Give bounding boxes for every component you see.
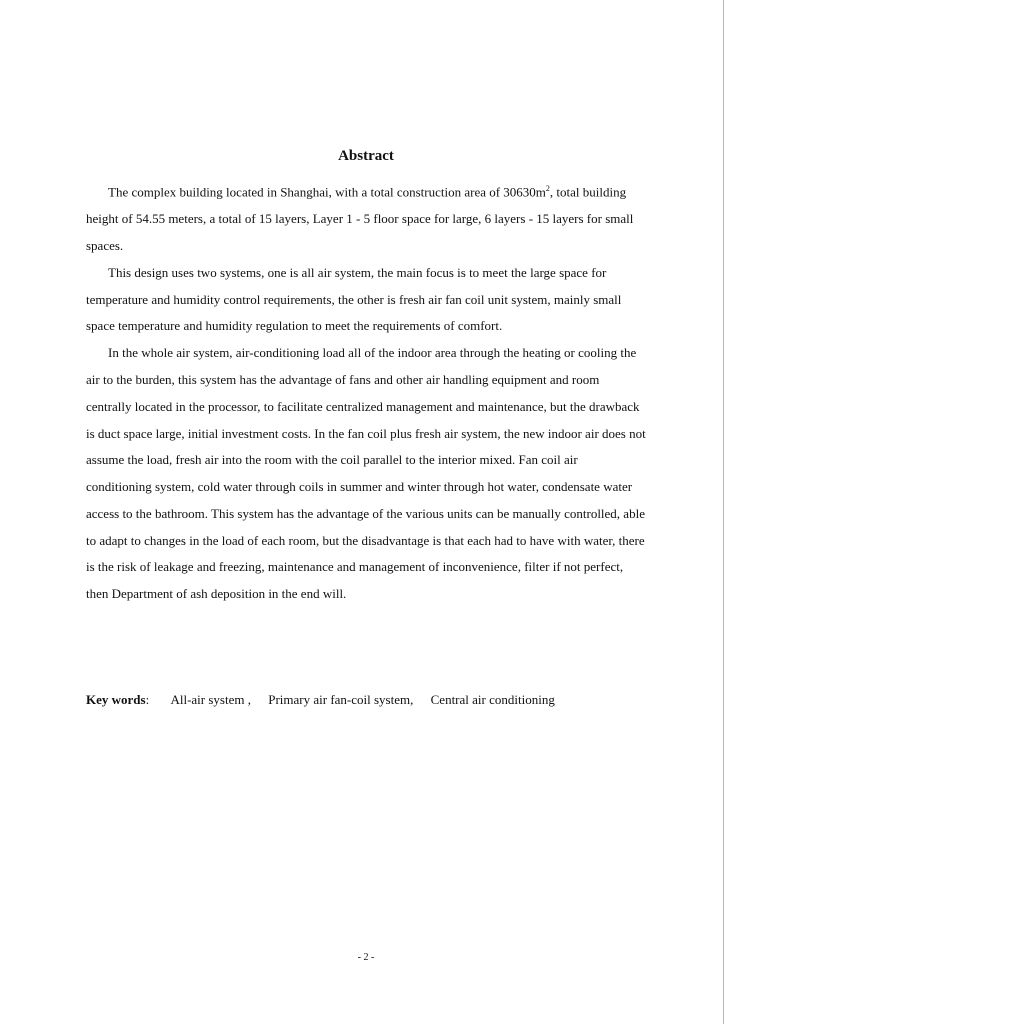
abstract-body — [86, 176, 646, 608]
keyword-item: Central air conditioning — [430, 692, 555, 707]
abstract-title: Abstract — [338, 148, 394, 164]
keywords-colon: : — [145, 692, 150, 707]
viewer-margin — [724, 0, 1024, 1024]
keyword-item: Primary air fan-coil system, — [268, 692, 414, 707]
paragraph-1-text-start: The complex building located in Shanghai, with a total construction area of 30630m — [108, 184, 546, 200]
abstract-paragraph-2: This design uses two systems, one is all air system, the main focus is to meet the large space for temperature and humidity control requirements, the other is fresh air fan coil unit system, mainly small space temperature and humidity regulation to meet the requirements of comfort. — [86, 264, 622, 334]
keywords-line — [86, 692, 555, 708]
abstract-paragraph-1 — [86, 176, 646, 260]
keyword-item: All-air system , — [170, 692, 251, 707]
paragraph-1-text-end: , total building height of 54.55 meters, a total of 15 layers, Layer 1 - 5 floor space for large, 6 layers - 15 layers for small spaces. — [86, 184, 634, 253]
abstract-paragraph-3: In the whole air system, air-conditioning load all of the indoor area through the heating or cooling the air to the burden, this system has the advantage of fans and other air handling equipment and room centrally located in the processor, to facilitate centralized management and maintenance, but the drawback is duct space large, initial investment costs. In the fan coil plus fresh air system, the new indoor air does not assume the load, fresh air into the room with the coil parallel to the interior mixed. Fan coil air conditioning system, cold water through coils in summer and winter through hot water, condensate water access to the bathroom. This system has the advantage of the various units can be manually controlled, able to adapt to changes in the load of each room, but the disadvantage is that each had to have with water, there is the risk of leakage and freezing, maintenance and management of inconvenience, filter if not perfect, then Department of ash deposition in the end will. — [86, 345, 646, 602]
area-unit-superscript: 2 — [545, 184, 550, 193]
page-number: - 2 - — [357, 952, 375, 963]
keywords-label: Key words — [86, 692, 146, 707]
